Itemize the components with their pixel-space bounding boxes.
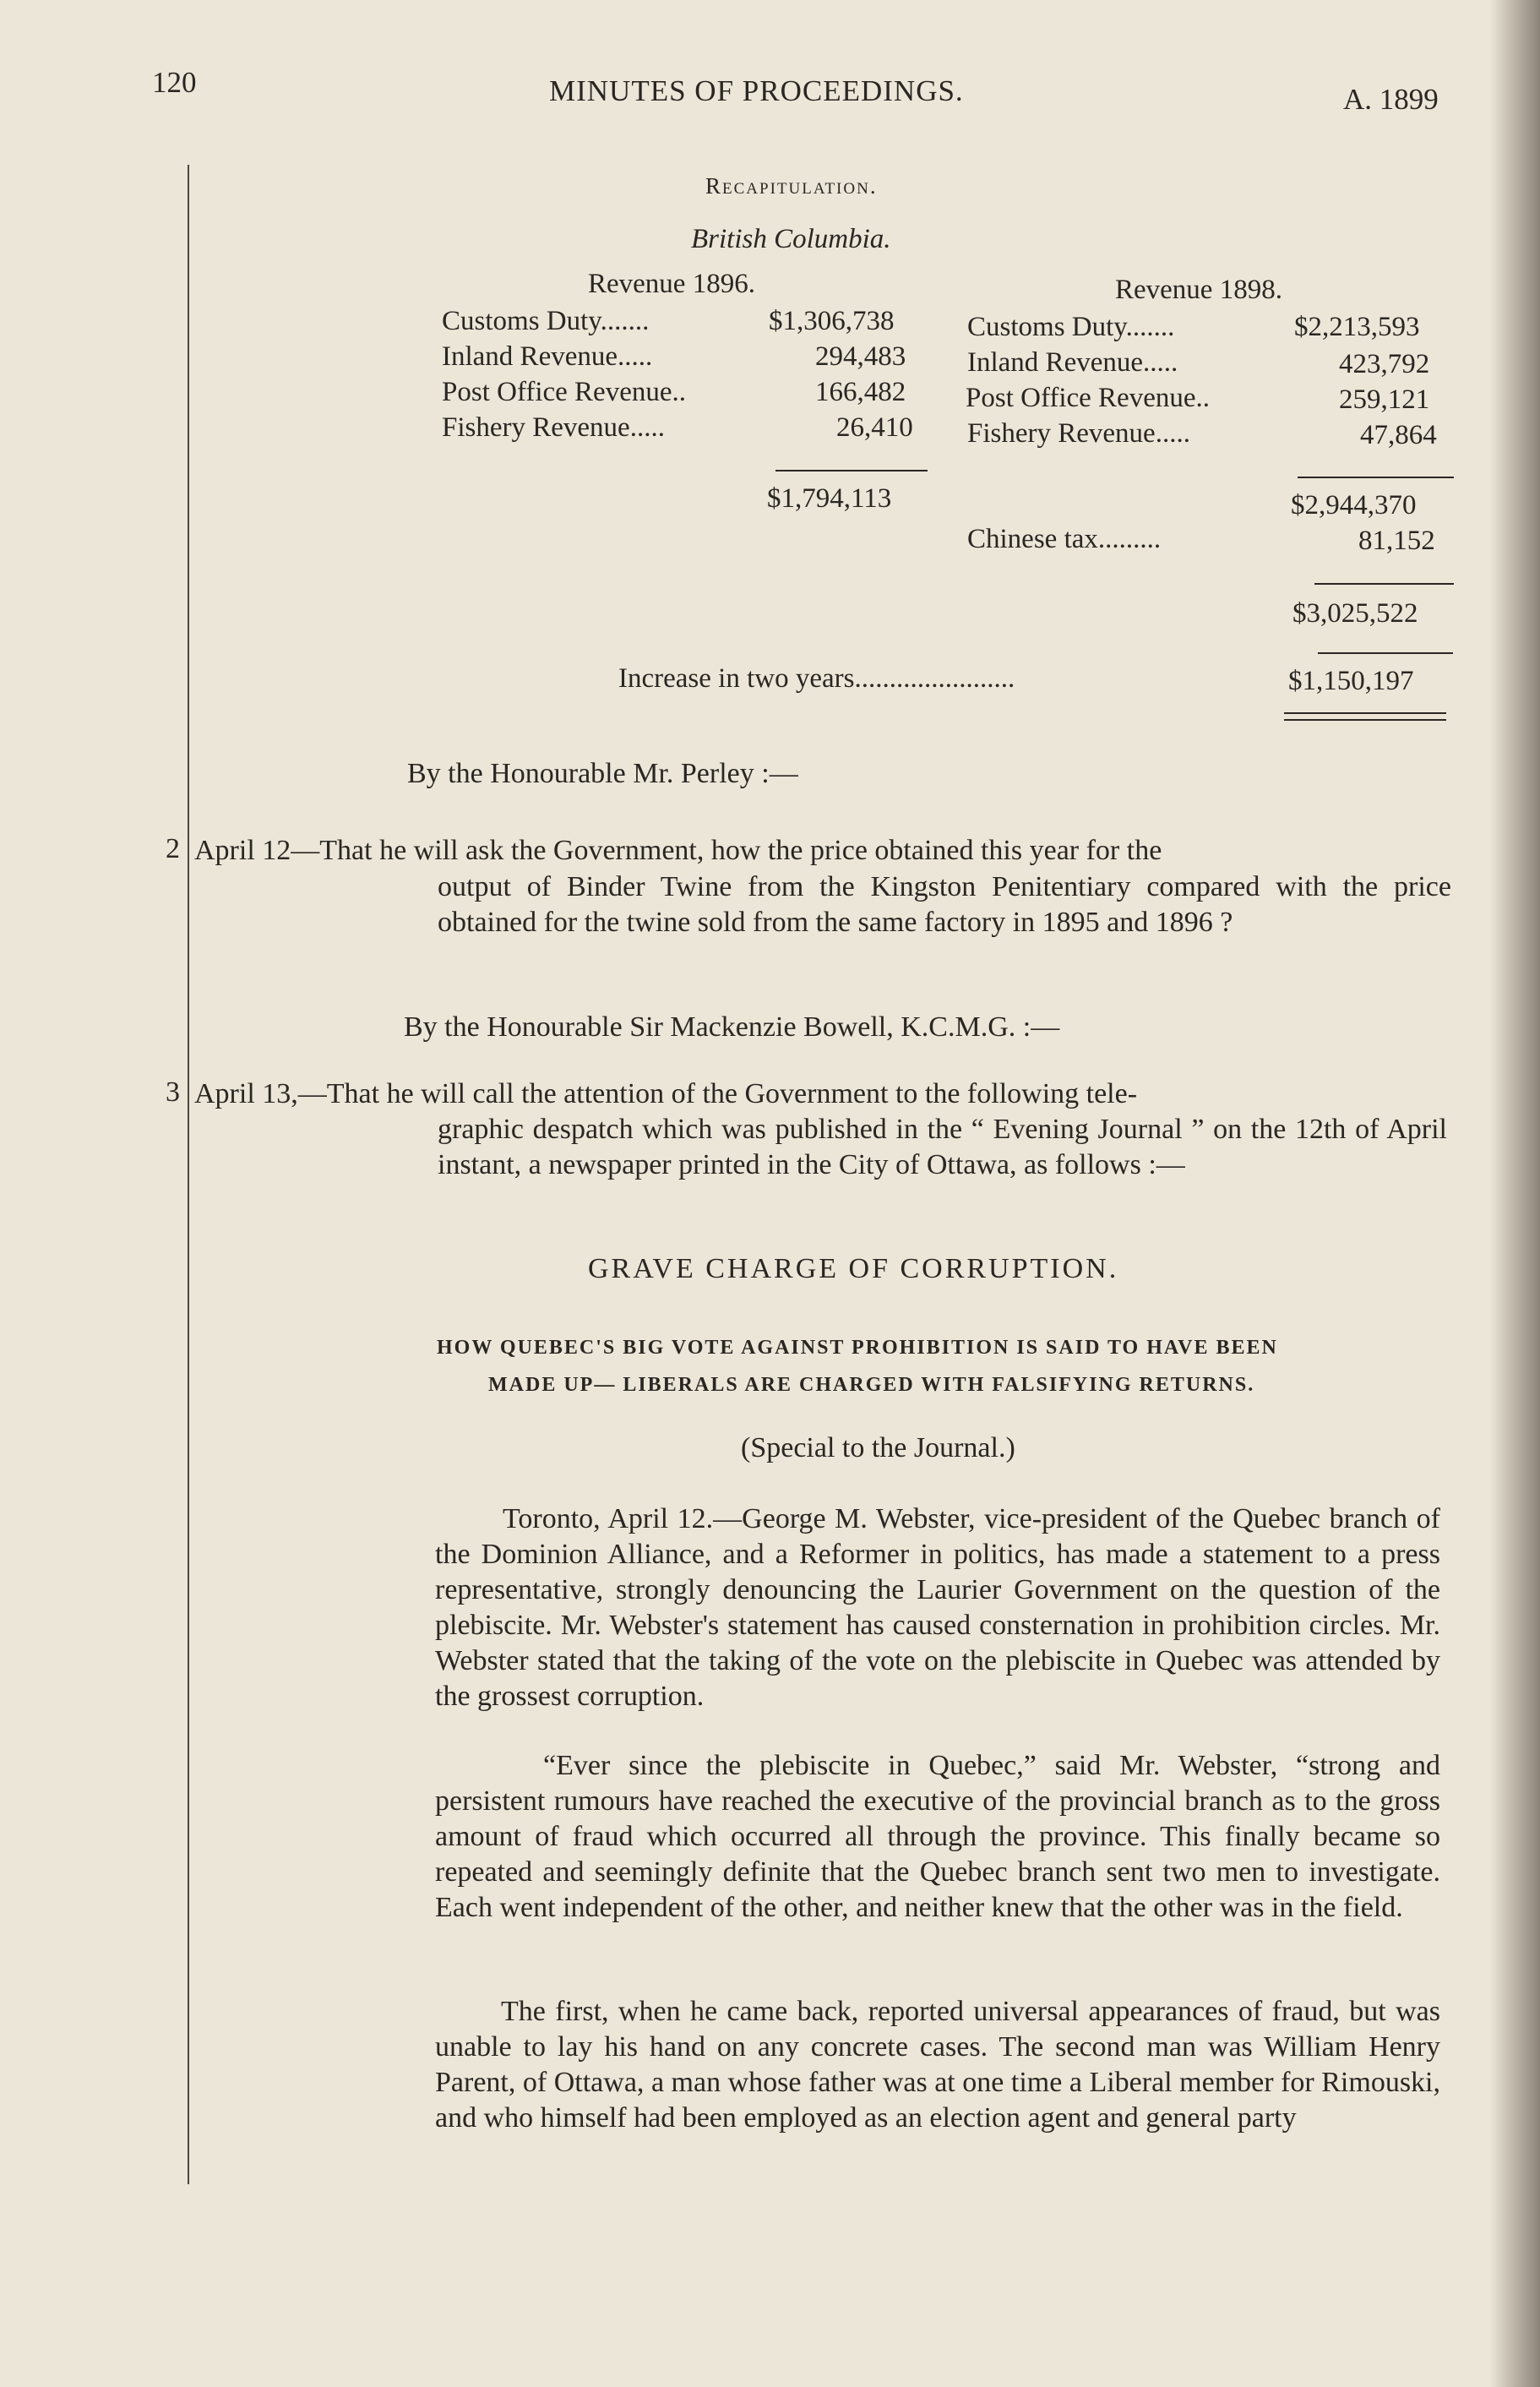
total-rule xyxy=(775,470,928,471)
revenue-1896-label: Post Office Revenue.. xyxy=(442,377,686,407)
revenue-1896-value: 26,410 xyxy=(836,412,913,443)
chinese-tax-label: Chinese tax......... xyxy=(967,524,1162,554)
article-subheading: HOW QUEBEC'S BIG VOTE AGAINST PROHIBITION IS SAID TO HAVE BEEN xyxy=(437,1337,1278,1359)
article-subheading: MADE UP— LIBERALS ARE CHARGED WITH FALSIFYING RETURNS. xyxy=(488,1374,1255,1396)
revenue-1898-label: Post Office Revenue.. xyxy=(966,383,1210,413)
revenue-1898-value: 259,121 xyxy=(1339,384,1430,415)
revenue-1898-heading: Revenue 1898. xyxy=(1115,275,1282,305)
perley-intro: By the Honourable Mr. Perley :— xyxy=(407,758,798,789)
revenue-1898-label: Inland Revenue..... xyxy=(967,347,1178,378)
increase-label: Increase in two years....................... xyxy=(618,663,1015,694)
revenue-1898-label: Fishery Revenue..... xyxy=(967,418,1190,449)
revenue-1896-heading: Revenue 1896. xyxy=(588,269,755,299)
total-rule xyxy=(1318,652,1453,654)
revenue-1896-label: Fishery Revenue..... xyxy=(442,412,665,443)
revenue-1898-grand-total: $3,025,522 xyxy=(1292,598,1418,629)
page-number: 120 xyxy=(152,66,197,99)
article-byline: (Special to the Journal.) xyxy=(741,1432,1015,1463)
perley-motion-lead: April 12—That he will ask the Government, how the price obtained this year for the xyxy=(194,835,1162,866)
margin-rule xyxy=(188,165,189,2184)
article-paragraph: The first, when he came back, reported universal appearances of fraud, but was unable to lay his hand on any concrete cases. The second man was William Henry Parent, of Ottawa, a man whose father was at one time a Liberal member for Rimouski, and who himself had been employed as an election agent and general party xyxy=(435,1996,1440,2134)
increase-value: $1,150,197 xyxy=(1288,666,1414,696)
revenue-1898-label: Customs Duty....... xyxy=(967,312,1175,342)
revenue-1896-label: Inland Revenue..... xyxy=(442,341,653,372)
revenue-1896-value: $1,306,738 xyxy=(769,306,895,336)
total-rule xyxy=(1314,583,1454,585)
article-headline: GRAVE CHARGE OF CORRUPTION. xyxy=(588,1253,1119,1284)
revenue-1898-value: $2,213,593 xyxy=(1294,312,1420,342)
bowell-motion-body: graphic despatch which was published in the “ Evening Journal ” on the 12th of April instant, a newspaper printed in the City of Ottawa, as follows :— xyxy=(438,1114,1447,1180)
running-title: MINUTES OF PROCEEDINGS. xyxy=(549,74,964,107)
recap-title: Recapitulation. xyxy=(705,173,878,199)
revenue-1898-value: 47,864 xyxy=(1360,420,1437,450)
revenue-1896-total: $1,794,113 xyxy=(767,483,892,514)
revenue-1896-value: 166,482 xyxy=(815,377,906,407)
double-rule-bottom xyxy=(1284,719,1446,721)
chinese-tax-value: 81,152 xyxy=(1358,526,1435,556)
motion-number: 3 xyxy=(166,1076,180,1108)
bowell-motion-lead: April 13,—That he will call the attention of the Government to the following tele- xyxy=(194,1078,1138,1109)
year-label: A. 1899 xyxy=(1343,83,1439,116)
article-paragraph: Toronto, April 12.—George M. Webster, vice-president of the Quebec branch of the Dominion Alliance, and a Reformer in politics, has made a statement to a press representative, strongly denouncing the Laurier Government on the question of the plebiscite. Mr. Webster's statement has caused consternation in prohibition circles. Mr. Webster stated that the taking of the vote on the plebiscite in Quebec was attended by the grossest corruption. xyxy=(435,1503,1440,1712)
revenue-1896-value: 294,483 xyxy=(815,341,906,372)
bowell-intro: By the Honourable Sir Mackenzie Bowell, K.C.M.G. :— xyxy=(404,1011,1060,1043)
total-rule xyxy=(1298,477,1454,478)
motion-number: 2 xyxy=(166,833,180,864)
double-rule-top xyxy=(1284,712,1446,714)
perley-motion-body: output of Binder Twine from the Kingston Penitentiary compared with the price obtained for the twine sold from the same factory in 1895 and 1896 ? xyxy=(438,871,1451,938)
province-subtitle: British Columbia. xyxy=(691,224,891,254)
page-edge-shadow xyxy=(1489,0,1540,2387)
article-paragraph: “Ever since the plebiscite in Quebec,” said Mr. Webster, “strong and persistent rumours have reached the executive of the provincial branch as to the gross amount of fraud which occurred all through the province. This finally became so repeated and seemingly definite that the Quebec branch sent two men to investigate. Each went independent of the other, and neither knew that the other was in the field. xyxy=(435,1750,1440,1923)
revenue-1898-value: 423,792 xyxy=(1339,349,1430,379)
revenue-1896-label: Customs Duty....... xyxy=(442,306,650,336)
revenue-1898-subtotal: $2,944,370 xyxy=(1291,490,1417,520)
